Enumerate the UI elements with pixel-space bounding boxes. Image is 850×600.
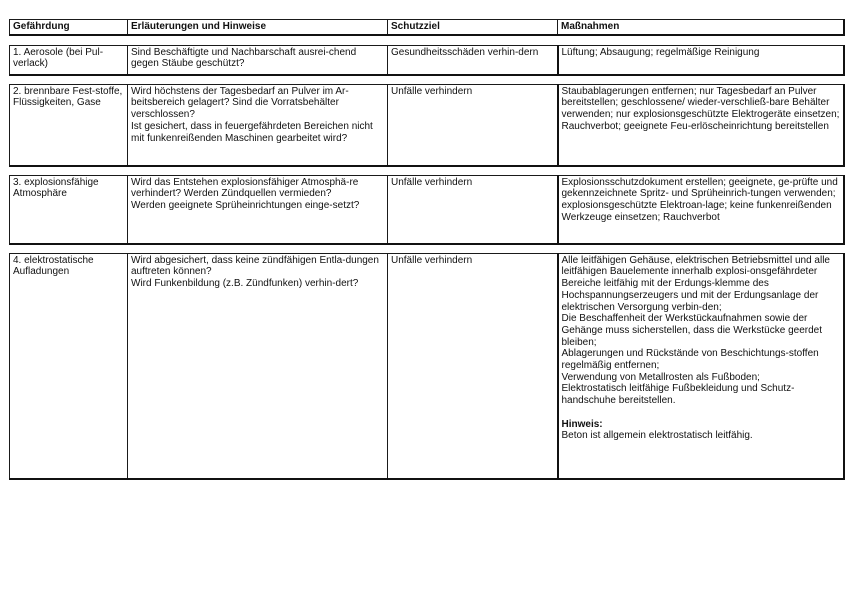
table-row-aerosols <box>10 45 844 75</box>
explanation-line: Ist gesichert, dass in feuergefährdeten Bereichen nicht mit funkenreißenden Maschinen gearbeitet wird? <box>131 120 373 144</box>
measure-line: Die Beschaffenheit der Werkstückaufnahmen sowie der Gehänge muss sicherstellen, dass die Werkstücke geerdet bleiben; <box>561 313 823 348</box>
explanation-line: Wird Funkenbildung (z.B. Zündfunken) verhin-dert? <box>131 278 359 290</box>
measures-cell <box>558 253 844 479</box>
explanation-cell <box>128 175 388 244</box>
explanation-line: Wird höchstens der Tagesbedarf an Pulver im Ar-beitsbereich gelagert? Sind die Vorratsbehälter verschlossen? <box>131 85 349 121</box>
hazard-cell: 4. elektrostatische Aufladungen <box>10 253 128 479</box>
header-hazard: Gefährdung <box>10 20 128 35</box>
measure-line: Elektrostatisch leitfähige Fußbekleidung und Schutz-handschuhe bereitstellen. <box>561 383 795 407</box>
goal-cell: Unfälle verhindern <box>388 253 558 479</box>
explanation-line: Werden geeignete Sprüheinrichtungen einge-setzt? <box>131 200 360 212</box>
note-text: Beton ist allgemein elektrostatisch leitfähig. <box>561 430 753 442</box>
measures-cell: Staubablagerungen entfernen; nur Tagesbedarf an Pulver bereitstellen; geschlossene/ wieder-verschließ-bare Behälter verwenden; nur explosionsgeschützte Elektrogeräte einsetzen; Rauchverbot; geeignete Feu-erlöscheinrichtung bereitstellen <box>558 84 844 166</box>
measures-cell: Lüftung; Absaugung; regelmäßige Reinigung <box>558 45 844 75</box>
hazard-cell: 2. brennbare Fest-stoffe, Flüssigkeiten, Gase <box>10 84 128 166</box>
row-spacer <box>10 75 844 85</box>
hazard-assessment-sheet <box>9 19 843 480</box>
header-protection-goal: Schutzziel <box>388 20 558 35</box>
row-spacer <box>10 244 844 254</box>
goal-cell: Gesundheitsschäden verhin-dern <box>388 45 558 75</box>
explanation-cell: Sind Beschäftigte und Nachbarschaft ausrei-chend gegen Stäube geschützt? <box>128 45 388 75</box>
row-spacer <box>10 166 844 176</box>
note-label: Hinweis: <box>561 418 603 430</box>
note-spacer <box>562 407 840 419</box>
header-measures: Maßnahmen <box>558 20 844 35</box>
table-header-row <box>10 20 844 35</box>
hazard-table <box>9 19 845 480</box>
measure-line: Verwendung von Metallrosten als Fußboden; <box>561 371 760 383</box>
hazard-cell: 3. explosionsfähige Atmosphäre <box>10 175 128 244</box>
explanation-cell <box>128 84 388 166</box>
explanation-line: Wird das Entstehen explosionsfähiger Atmosphä-re verhindert? Werden Zündquellen vermieden? <box>131 176 359 200</box>
goal-cell: Unfälle verhindern <box>388 84 558 166</box>
table-row-electrostatic <box>10 253 844 479</box>
table-row-explosive-atmosphere <box>10 175 844 244</box>
hazard-cell: 1. Aerosole (bei Pul-verlack) <box>10 45 128 75</box>
measure-line: Alle leitfähigen Gehäuse, elektrischen Betriebsmittel und alle leitfähigen Bauelemente innerhalb explosi-onsgefährdeter Bereiche leitfähig mit der Erdungs-klemme des Hochspannungserzeugers und mit der Erdungsanlage der elektrischen Versorgung verbin-den; <box>561 254 830 313</box>
row-spacer <box>10 35 844 46</box>
explanation-cell <box>128 253 388 479</box>
measures-cell: Explosionsschutzdokument erstellen; geeignete, ge-prüfte und gekennzeichnete Spritz- und Sprüheinrich-tungen verwenden; explosionsgeschützte Elektroan-lage; keine funkenreißenden Werkzeuge einsetzen; Rauchverbot <box>558 175 844 244</box>
explanation-line: Wird abgesichert, dass keine zündfähigen Entla-dungen auftreten können? <box>131 254 379 278</box>
goal-cell: Unfälle verhindern <box>388 175 558 244</box>
measure-line: Ablagerungen und Rückstände von Beschichtungs-stoffen regelmäßig entfernen; <box>561 348 819 372</box>
header-explanation: Erläuterungen und Hinweise <box>128 20 388 35</box>
table-row-flammables <box>10 84 844 166</box>
